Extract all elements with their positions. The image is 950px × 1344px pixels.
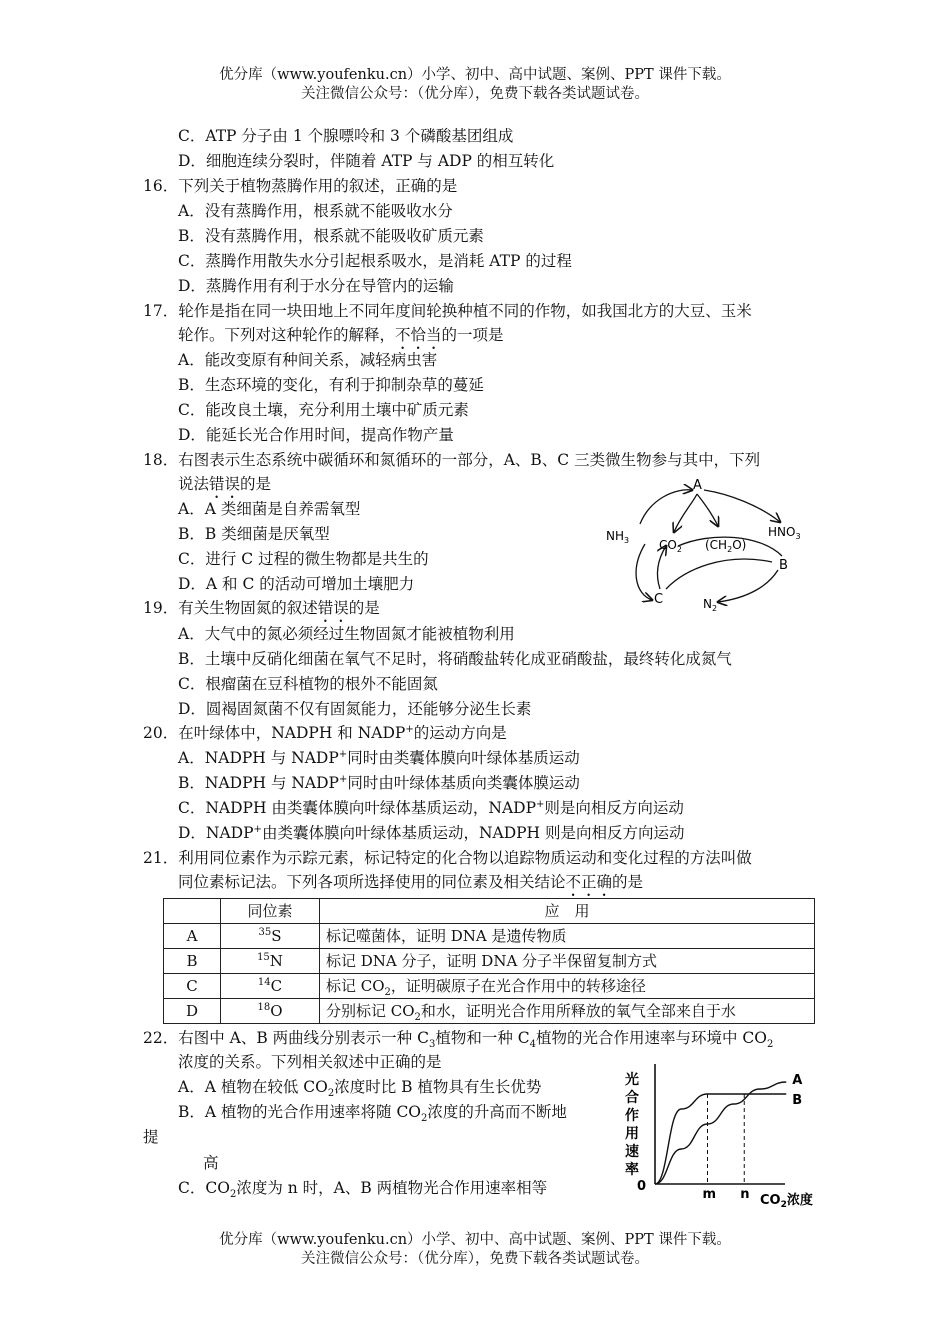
table-cell-isotope: $^{14}$C [221, 974, 320, 999]
q17-stem2-pre: 轮作。下列对这种轮作的解释， [178, 326, 396, 344]
table-header-blank [164, 899, 221, 924]
chart-xlabel: $CO_2$浓度 [760, 1193, 813, 1210]
chart-ylabel-char: 速 [625, 1144, 639, 1160]
q22-stem-line1: 22．右图中 A、B 两曲线分别表示一种 $C_3$植物和一种 $C_4$植物的光合作用速率与环境中 $CO_2$ [143, 1029, 774, 1051]
q17-option-c: C．能改良土壤，充分利用土壤中矿质元素 [178, 401, 469, 419]
q20-option-c: C．NADPH 由类囊体膜向叶绿体基质运动，NADP+则是向相反方向运动 [178, 798, 684, 817]
q16-option-c: C．蒸腾作用散失水分引起根系吸水，是消耗 ATP 的过程 [178, 252, 572, 270]
q20-option-a: A．NADPH 与 NADP+同时由类囊体膜向叶绿体基质运动 [178, 748, 580, 767]
carbon-nitrogen-cycle-diagram [600, 474, 815, 614]
table-cell-use: 标记 DNA 分子，证明 DNA 分子半保留复制方式 [320, 949, 815, 974]
diagram-label-n2: $N_2$ [703, 597, 718, 613]
chart-origin-label: 0 [637, 1179, 647, 1194]
chart-legend-a: A [792, 1073, 803, 1088]
diagram-label-nh3: $NH_3$ [606, 529, 630, 545]
table-cell-use: 标记 $CO_2$，证明碳原子在光合作用中的转移途径 [320, 974, 815, 999]
q18-option-b: B．B 类细菌是厌氧型 [178, 525, 330, 543]
q17-emphasis: 不恰当 [395, 326, 442, 344]
q22-option-c: C．$CO_2$浓度为 n 时，A、B 两植物光合作用速率相等 [178, 1179, 548, 1201]
table-row [164, 949, 815, 974]
chart-ylabel-char: 率 [625, 1162, 639, 1178]
q16-option-d: D．蒸腾作用有利于水分在导管内的运输 [178, 277, 454, 295]
q22-option-a: A．A 植物在较低 $CO_2$浓度时比 B 植物具有生长优势 [178, 1078, 542, 1100]
diagram-label-b: B [779, 558, 788, 573]
chart-legend-b: B [792, 1093, 803, 1108]
q22-option-b-wrap2: 高 [203, 1154, 219, 1172]
table-cell-isotope: $^{18}$O [221, 999, 320, 1024]
q17-stem2-post: 的一项是 [441, 326, 504, 344]
q17-option-b: B．生态环境的变化，有利于抑制杂草的蔓延 [178, 376, 484, 394]
q22-option-b-wrap1: 提 [143, 1128, 159, 1146]
diagram-label-ch2o: $(CH_2O)$ [705, 538, 747, 554]
table-row [164, 974, 815, 999]
q19-stem-post: 的是 [348, 599, 380, 617]
q21-stem-line1: 21．利用同位素作为示踪元素，标记特定的化合物以追踪物质运动和变化过程的方法叫做 [143, 849, 752, 867]
q16-option-b: B．没有蒸腾作用，根系就不能吸收矿质元素 [178, 227, 484, 245]
q19-option-b: B．土壤中反硝化细菌在氧气不足时，将硝酸盐转化成亚硝酸盐，最终转化成氮气 [178, 650, 732, 668]
q20-stem: 20．在叶绿体中，NADPH 和 NADP+的运动方向是 [143, 723, 507, 742]
chart-ylabel-char: 光 [625, 1072, 639, 1088]
q22-option-b: B．A 植物的光合作用速率将随 $CO_2$浓度的升高而不断地 [178, 1103, 567, 1125]
table-cell-label: B [164, 949, 221, 974]
header-line-2: 关注微信公众号：（优分库），免费下载各类试题试卷。 [301, 86, 649, 102]
q18-stem-line1: 18．右图表示生态系统中碳循环和氮循环的一部分，A、B、C 三类微生物参与其中，下列 [143, 451, 761, 469]
q17-stem-line1: 17．轮作是指在同一块田地上不同年度间轮换种植不同的作物，如我国北方的大豆、玉米 [143, 302, 752, 320]
header-line-1: 优分库（www.youfenku.cn）小学、初中、高中试题、案例、PPT 课件下载。 [219, 67, 731, 83]
diagram-label-co2: $CO_2$ [659, 538, 682, 554]
isotope-table [163, 898, 815, 1024]
photosynthesis-rate-chart [615, 1050, 825, 1210]
table-cell-isotope: $^{15}$N [221, 949, 320, 974]
q15-option-c: C．ATP 分子由 1 个腺嘌呤和 3 个磷酸基团组成 [178, 127, 514, 145]
chart-ylabel [625, 1071, 639, 1178]
table-header-row [164, 899, 815, 924]
diagram-label-hno3: $HNO_3$ [768, 525, 801, 541]
q22-stem-line2: 浓度的关系。下列相关叙述中正确的是 [178, 1053, 442, 1071]
q17-option-a: A．能改变原有种间关系，减轻病虫害 [178, 351, 438, 369]
q18-option-c: C．进行 C 过程的微生物都是共生的 [178, 550, 429, 568]
table-header-isotope: 同位素 [221, 899, 320, 924]
table-cell-label: C [164, 974, 221, 999]
chart-ylabel-char: 用 [625, 1126, 639, 1142]
table-header-application: 应 用 [320, 899, 815, 924]
table-cell-isotope: $^{35}$S [221, 924, 320, 949]
q19-option-a: A．大气中的氮必须经过生物固氮才能被植物利用 [178, 625, 515, 643]
table-cell-use: 标记噬菌体，证明 DNA 是遗传物质 [320, 924, 815, 949]
chart-tick-n: n [740, 1187, 750, 1202]
chart-tick-m: m [702, 1187, 717, 1202]
q19-stem [143, 597, 380, 626]
q16-stem: 16．下列关于植物蒸腾作用的叙述，正确的是 [143, 177, 458, 195]
q17-option-d: D．能延长光合作用时间，提高作物产量 [178, 426, 454, 444]
q16-option-a: A．没有蒸腾作用，根系就不能吸收水分 [178, 202, 453, 220]
q18-stem2-pre: 说法 [178, 475, 210, 493]
q21-stem-line2: 同位素标记法。下列各项所选择使用的同位素及相关结论不正确的是 [178, 873, 644, 891]
table-cell-label: D [164, 999, 221, 1024]
chart-series-b-line [655, 1094, 786, 1184]
q19-option-c: C．根瘤菌在豆科植物的根外不能固氮 [178, 675, 438, 693]
footer-line-1: 优分库（www.youfenku.cn）小学、初中、高中试题、案例、PPT 课件下载。 [219, 1232, 731, 1248]
chart-ylabel-char: 作 [625, 1108, 639, 1124]
q18-stem2-post: 的是 [240, 475, 272, 493]
q21-emphasis: 不正确 [565, 873, 613, 891]
chart-ylabel-char: 合 [625, 1090, 639, 1106]
q18-emphasis: 错误 [209, 475, 241, 493]
diagram-label-c: C [654, 592, 664, 607]
q19-emphasis: 错误 [317, 599, 349, 617]
q19-option-d: D．圆褐固氮菌不仅有固氮能力，还能够分泌生长素 [178, 700, 532, 718]
q18-option-a: A．A 类细菌是自养需氧型 [178, 500, 361, 518]
table-cell-label: A [164, 924, 221, 949]
chart-series-a-line [655, 1082, 786, 1184]
diagram-label-a: A [693, 478, 702, 493]
table-cell-use: 分别标记 $CO_2$和水，证明光合作用所释放的氧气全部来自于水 [320, 999, 815, 1024]
q20-option-b: B．NADPH 与 NADP+同时由叶绿体基质向类囊体膜运动 [178, 773, 580, 792]
q18-option-d: D．A 和 C 的活动可增加土壤肥力 [178, 575, 415, 593]
q20-option-d: D．NADP+由类囊体膜向叶绿体基质运动，NADPH 则是向相反方向运动 [178, 823, 685, 842]
q19-stem-pre: 19．有关生物固氮的叙述 [143, 599, 318, 617]
footer-line-2: 关注微信公众号：（优分库），免费下载各类试题试卷。 [301, 1251, 649, 1267]
table-row [164, 999, 815, 1024]
table-row [164, 924, 815, 949]
q15-option-d: D．细胞连续分裂时，伴随着 ATP 与 ADP 的相互转化 [178, 152, 555, 170]
